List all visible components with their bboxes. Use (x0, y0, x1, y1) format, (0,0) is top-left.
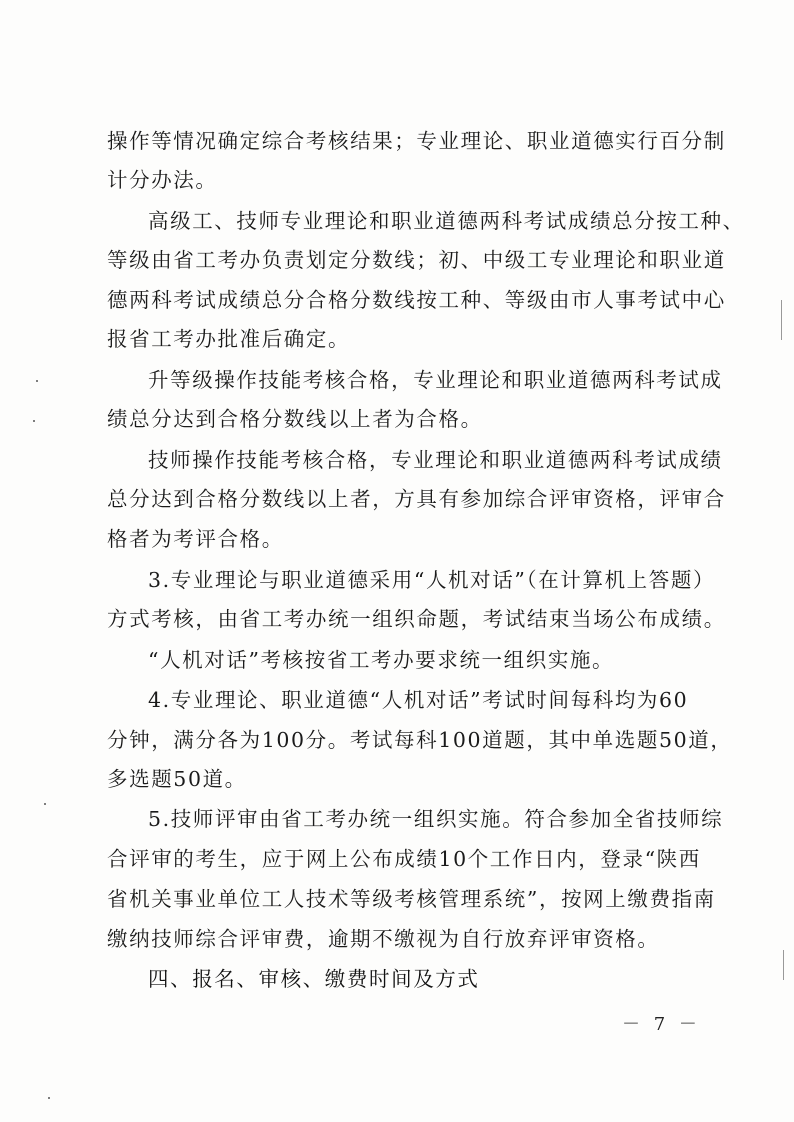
text-line: 多选题50道。 (107, 767, 247, 791)
paragraph-first-line: 升等级操作技能考核合格，专业理论和职业道德两科考试成 (148, 368, 723, 392)
scan-speck (48, 1097, 50, 1099)
section-heading: 四、报名、审核、缴费时间及方式 (148, 967, 480, 991)
paragraph-first-line: 4.专业理论、职业道德“人机对话”考试时间每科均为60 (148, 688, 689, 712)
text-line: 方式考核，由省工考办统一组织命题，考试结束当场公布成绩。 (107, 607, 726, 631)
text-line: 格者为考评合格。 (107, 527, 284, 551)
text-line: 绩总分达到合格分数线以上者为合格。 (107, 407, 483, 431)
text-line: 省机关事业单位工人技术等级考核管理系统”，按网上缴费指南 (107, 887, 716, 911)
scan-speck (36, 380, 38, 382)
scan-speck (44, 803, 46, 805)
scan-edge-mark (781, 300, 782, 340)
page-number: － 7 － (622, 1014, 701, 1035)
text-line: 缴纳技师综合评审费，逾期不缴视为自行放弃评审资格。 (107, 927, 660, 951)
paragraph-first-line: 高级工、技师专业理论和职业道德两科考试成绩总分按工种、 (148, 209, 745, 233)
text-line: 德两科考试成绩总分合格分数线按工种、等级由市人事考试中心 (107, 288, 726, 312)
text-line: 报省工考办批准后确定。 (107, 327, 351, 351)
scan-edge-mark (783, 950, 784, 980)
text-line: 分钟，满分各为100分。考试每科100道题，其中单选题50道， (107, 728, 733, 752)
text-line: 总分达到合格分数线以上者，方具有参加综合评审资格，评审合 (107, 487, 726, 511)
paragraph-first-line: 3.专业理论与职业道德采用“人机对话”（在计算机上答题） (148, 568, 716, 592)
paragraph-first-line: 5.技师评审由省工考办统一组织实施。符合参加全省技师综 (148, 807, 724, 831)
text-line: 操作等情况确定综合考核结果；专业理论、职业道德实行百分制 (107, 129, 726, 153)
text-line: 合评审的考生，应于网上公布成绩10个工作日内，登录“陕西 (107, 847, 701, 871)
text-line: 等级由省工考办负责划定分数线；初、中级工专业理论和职业道 (107, 248, 726, 272)
scan-speck (33, 420, 35, 422)
paragraph-first-line: 技师操作技能考核合格，专业理论和职业道德两科考试成绩 (148, 448, 723, 472)
text-line: 计分办法。 (107, 168, 218, 192)
paragraph-first-line: “人机对话”考核按省工考办要求统一组织实施。 (148, 648, 615, 672)
